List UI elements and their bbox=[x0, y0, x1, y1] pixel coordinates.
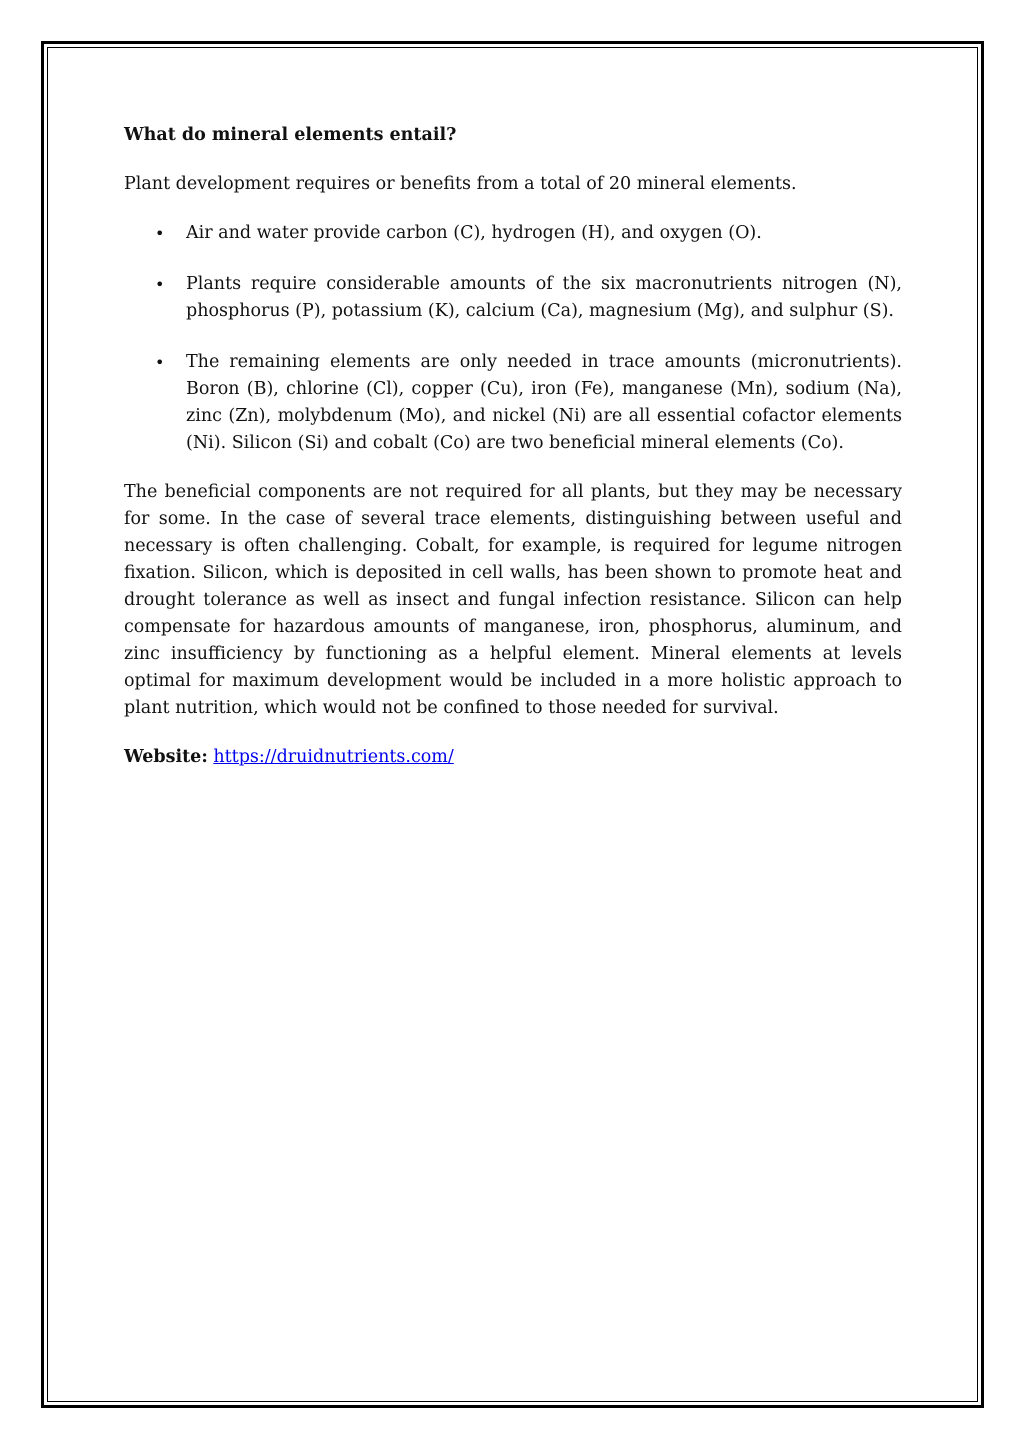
website-line bbox=[124, 744, 902, 771]
list-item bbox=[155, 271, 902, 325]
document-body bbox=[124, 122, 902, 771]
website-link[interactable]: https://druidnutrients.com/ bbox=[213, 747, 454, 767]
list-item-text: Air and water provide carbon (C), hydrogen (H), and oxygen (O). bbox=[186, 223, 762, 243]
bullet-icon: • bbox=[155, 224, 165, 243]
bullet-list bbox=[124, 220, 902, 457]
bullet-icon: • bbox=[155, 353, 165, 372]
website-label: Website: bbox=[124, 747, 208, 767]
list-item bbox=[155, 349, 902, 457]
intro-paragraph: Plant development requires or benefits from a total of 20 mineral elements. bbox=[124, 174, 797, 194]
list-item bbox=[155, 220, 902, 247]
bullet-icon: • bbox=[155, 275, 165, 294]
list-item-text: Plants require considerable amounts of the six macronutrients nitrogen (N), phosphorus (P), potassium (K), calcium (Ca), magnesium (Mg), and sulphur (S). bbox=[186, 274, 902, 321]
body-paragraph: The beneficial components are not required for all plants, but they may be necessary for some. In the case of several trace elements, distinguishing between useful and necessary is often challenging. Cobalt, for example, is required for legume nitrogen fixation. Silicon, which is deposited in cell walls, has been shown to promote heat and drought tolerance as well as insect and fungal infection resistance. Silicon can help compensate for hazardous amounts of manganese, iron, phosphorus, aluminum, and zinc insufficiency by functioning as a helpful element. Mineral elements at levels optimal for maximum development would be included in a more holistic approach to plant nutrition, which would not be confined to those needed for survival. bbox=[124, 482, 902, 718]
list-item-text: The remaining elements are only needed in trace amounts (micronutrients). Boron (B), chlorine (Cl), copper (Cu), iron (Fe), manganese (Mn), sodium (Na), zinc (Zn), molybdenum (Mo), and nickel (Ni) are all essential cofactor elements (Ni). Silicon (Si) and cobalt (Co) are two beneficial mineral elements (Co). bbox=[186, 352, 902, 453]
section-heading: What do mineral elements entail? bbox=[124, 125, 457, 145]
